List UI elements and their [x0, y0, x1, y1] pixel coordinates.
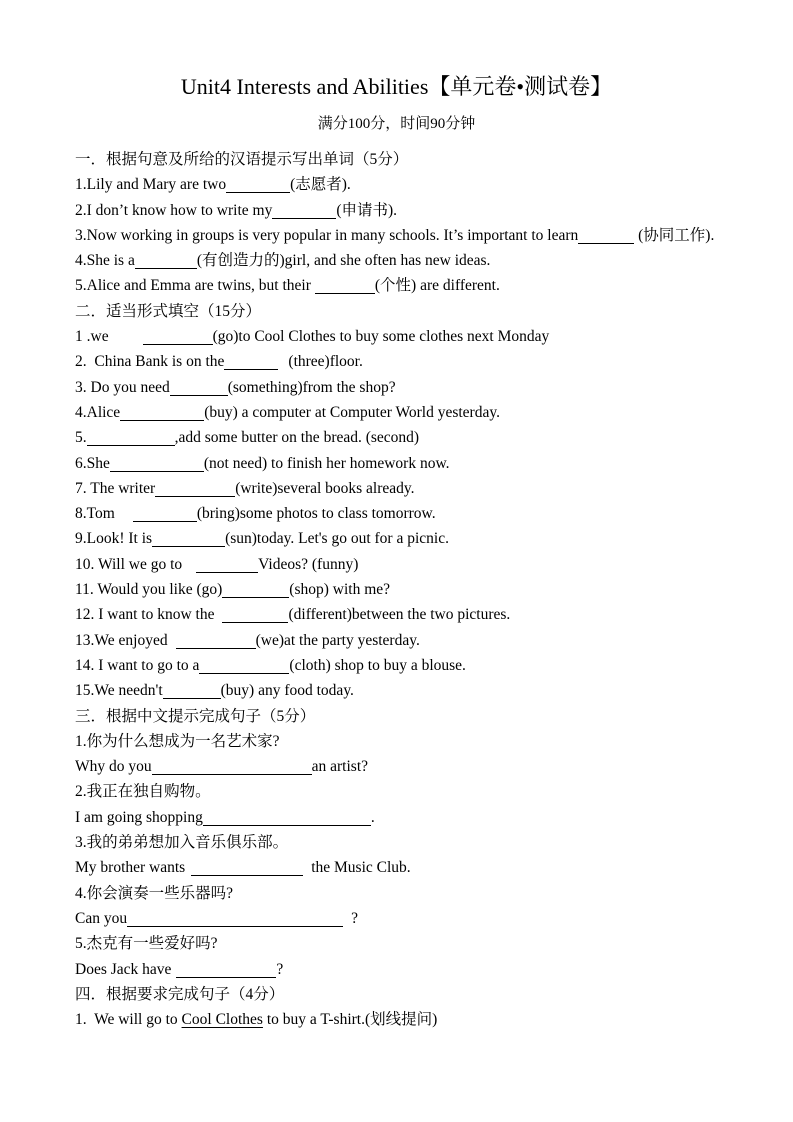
answer-blank — [152, 773, 312, 775]
question-line — [75, 552, 773, 577]
text-run: I am going shopping — [75, 808, 203, 826]
answer-blank — [578, 242, 634, 244]
text-run: to buy a T-shirt.(划线提问) — [262, 1011, 438, 1029]
text-run: (different)between the two pictures. — [288, 606, 511, 624]
spacer — [214, 618, 222, 619]
question-line — [75, 653, 773, 678]
question-line — [75, 1007, 773, 1032]
text-run: 13.We enjoyed — [75, 631, 168, 649]
text-run: . — [370, 808, 375, 826]
spacer — [343, 922, 351, 923]
text-run: 9.Look! It is — [75, 530, 153, 548]
text-run: 4.She is a — [75, 252, 135, 270]
text-run: 1.你为什么想成为一名艺术家? — [75, 732, 280, 750]
question-line — [75, 198, 773, 223]
text-run: (write)several books already. — [235, 479, 415, 497]
answer-blank — [203, 824, 371, 826]
text-run: (协同工作). — [634, 226, 715, 244]
text-run: Does Jack have — [75, 960, 172, 978]
text-run: 3. Do you need — [75, 378, 170, 396]
question-line — [75, 729, 773, 754]
question-line — [75, 223, 773, 248]
question-line — [75, 678, 773, 703]
answer-blank — [315, 292, 375, 294]
answer-blank — [224, 368, 278, 370]
answer-blank — [155, 495, 235, 497]
question-line — [75, 501, 773, 526]
text-run: (buy) a computer at Computer World yesterday. — [204, 403, 500, 421]
text-run: 3.Now working in groups is very popular in many schools. It’s important to learn — [75, 226, 579, 244]
question-line — [75, 375, 773, 400]
spacer — [303, 871, 311, 872]
spacer — [115, 517, 133, 518]
question-line — [75, 476, 773, 501]
question-line — [75, 881, 773, 906]
question-line — [75, 602, 773, 627]
question-line — [75, 931, 773, 956]
text-run: (three)floor. — [288, 353, 363, 371]
text-run: 15.We needn't — [75, 682, 163, 700]
text-run: 2. China Bank is on the — [75, 353, 225, 371]
text-run: (有创造力的)girl, and she often has new ideas. — [196, 252, 491, 270]
spacer — [168, 644, 176, 645]
text-run: (go)to Cool Clothes to buy some clothes next Monday — [212, 328, 550, 346]
text-run: 6.She — [75, 454, 110, 472]
question-line — [75, 957, 773, 982]
spacer — [182, 568, 196, 569]
section-heading: 四．根据要求完成句子（4分） — [75, 985, 285, 1003]
question-line — [75, 855, 773, 880]
text-run: 10. Will we go to — [75, 555, 183, 573]
section-heading: 二．适当形式填空（15分） — [75, 302, 262, 320]
underlined-text: Cool Clothes — [181, 1011, 263, 1029]
text-run: (buy) any food today. — [220, 682, 354, 700]
answer-blank — [199, 672, 289, 674]
answer-blank — [163, 697, 221, 699]
text-run: an artist? — [311, 758, 369, 776]
answer-blank — [222, 596, 289, 598]
text-run: (志愿者). — [290, 176, 351, 194]
sections — [0, 147, 793, 1032]
text-run: (bring)some photos to class tomorrow. — [196, 505, 436, 523]
text-run: 1. We will go to — [75, 1011, 182, 1029]
section-heading: 三．根据中文提示完成句子（5分） — [75, 707, 316, 725]
answer-blank — [133, 520, 197, 522]
answer-blank — [127, 925, 343, 927]
answer-blank — [176, 976, 276, 978]
question-line — [75, 830, 773, 855]
spacer — [185, 871, 191, 872]
question-line — [75, 779, 773, 804]
text-run: (sun)today. Let's go out for a picnic. — [225, 530, 449, 548]
document-title: Unit4 Interests and Abilities【单元卷•测试卷】 — [180, 74, 613, 99]
question-line — [75, 754, 773, 779]
question-line — [75, 906, 773, 931]
question-line — [75, 451, 773, 476]
text-run: 3.我的弟弟想加入音乐俱乐部。 — [75, 834, 289, 852]
answer-blank — [272, 217, 336, 219]
text-run: (we)at the party yesterday. — [255, 631, 420, 649]
text-run: 5. — [75, 429, 87, 447]
text-run: (个性) are different. — [374, 277, 500, 295]
text-run: 7. The writer — [75, 479, 156, 497]
answer-blank — [110, 470, 204, 472]
text-run: Why do you — [75, 758, 152, 776]
text-run: My brother wants — [75, 859, 186, 877]
text-run: 2.我正在独自购物。 — [75, 783, 211, 801]
answer-blank — [176, 647, 256, 649]
answer-blank — [226, 191, 290, 193]
text-run: ,add some butter on the bread. (second) — [174, 429, 420, 447]
spacer — [311, 289, 315, 290]
question-line — [75, 273, 773, 298]
section-heading: 一．根据句意及所给的汉语提示写出单词（5分） — [75, 151, 409, 168]
answer-blank — [120, 419, 204, 421]
text-run: 14. I want to go to a — [75, 656, 200, 674]
text-run: 4.你会演奏一些乐器吗? — [75, 884, 234, 902]
spacer — [109, 340, 143, 341]
question-line — [75, 172, 773, 197]
text-run: 11. Would you like (go) — [75, 581, 223, 599]
question-line — [75, 425, 773, 450]
answer-blank — [222, 621, 288, 623]
text-run: (shop) with me? — [289, 581, 391, 599]
answer-blank — [143, 343, 213, 345]
question-line — [75, 324, 773, 349]
text-run: 5.Alice and Emma are twins, but their — [75, 277, 311, 295]
question-line — [75, 400, 773, 425]
question-line — [75, 628, 773, 653]
question-line — [75, 349, 773, 374]
text-run: 2.I don’t know how to write my — [75, 201, 273, 219]
question-line — [75, 248, 773, 273]
document-head — [0, 0, 793, 134]
text-run: (cloth) shop to buy a blouse. — [289, 656, 466, 674]
text-run: the Music Club. — [311, 859, 411, 877]
question-line — [75, 805, 773, 830]
text-run: ? — [351, 909, 358, 927]
text-run: 4.Alice — [75, 403, 121, 421]
text-run: (something)from the shop? — [227, 378, 396, 396]
question-line — [75, 526, 773, 551]
text-run: 1.Lily and Mary are two — [75, 176, 227, 194]
text-run: 5.杰克有一些爱好吗? — [75, 935, 218, 953]
answer-blank — [191, 874, 303, 876]
answer-blank — [87, 444, 175, 446]
text-run: 1 .we — [75, 328, 109, 346]
text-run: 12. I want to know the — [75, 606, 215, 624]
text-run: 8.Tom — [75, 505, 115, 523]
text-run: ? — [276, 960, 284, 978]
text-run: (申请书). — [336, 201, 398, 219]
answer-blank — [135, 267, 197, 269]
document-subtitle: 满分100分，时间90分钟 — [317, 116, 476, 132]
answer-blank — [152, 545, 225, 547]
spacer — [278, 365, 288, 366]
text-run: Can you — [75, 909, 128, 927]
answer-blank — [170, 394, 228, 396]
spacer — [171, 973, 176, 974]
text-run: Videos? (funny) — [258, 555, 359, 573]
question-line — [75, 577, 773, 602]
text-run: (not need) to finish her homework now. — [203, 454, 450, 472]
answer-blank — [196, 571, 258, 573]
